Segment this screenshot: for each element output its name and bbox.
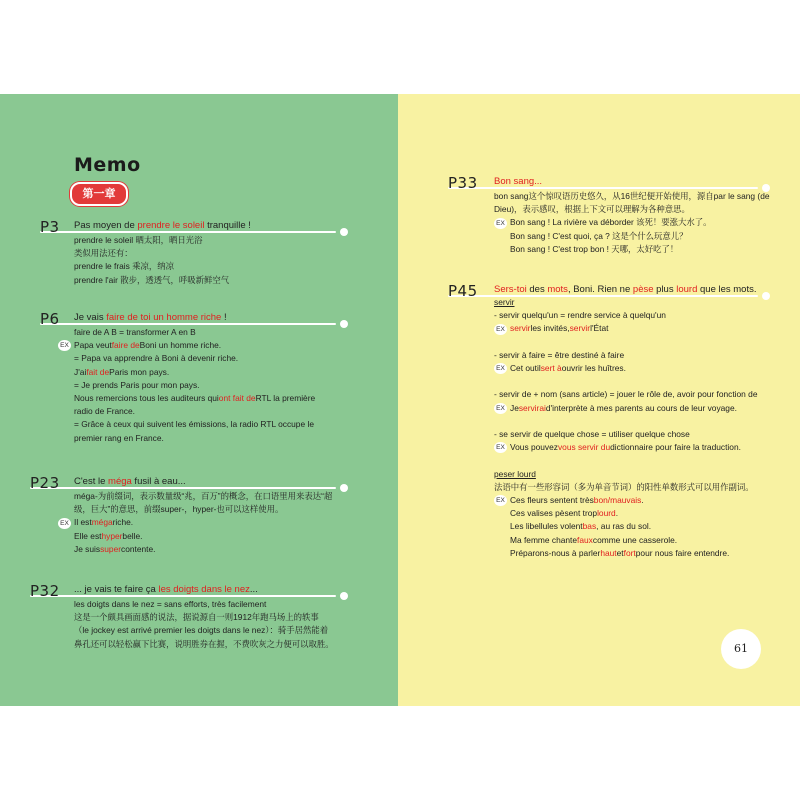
text-line: - servir à faire = être destiné à faire <box>494 349 625 360</box>
entry-divider <box>40 323 336 325</box>
example-line: EX servir les invités, servir l'État <box>494 322 757 335</box>
entry-heading-p23: C'est le méga fusil à eau... <box>74 476 186 487</box>
example-line: EX Bon sang ! La rivière va déborder 该死！要涨大水了。 <box>494 216 770 229</box>
entry-body-p45 <box>494 296 757 560</box>
text-line: prendre le frais 乘凉，纳凉 <box>74 261 175 272</box>
entry-header-p32 <box>30 582 360 599</box>
example-marker: EX <box>494 363 507 374</box>
text-line: = Je prends Paris pour mon pays. <box>74 379 200 390</box>
entry-p6 <box>40 310 360 443</box>
right-page <box>398 94 800 706</box>
entry-body-p32 <box>74 598 334 651</box>
text-line: Ces valises pèsent trop lourd . <box>510 508 619 519</box>
entry-p33 <box>448 174 778 254</box>
entry-divider-dot <box>762 292 770 300</box>
section-title-peser-lourd: peser lourd <box>494 468 536 479</box>
entry-divider-dot <box>340 592 348 600</box>
text-line: Les libellules volent bas , au ras du sol. <box>510 521 652 532</box>
example-marker: EX <box>494 218 507 229</box>
text-line: faire de A B = transformer A en B <box>74 327 196 337</box>
chapter-badge: 第一章 <box>70 182 128 206</box>
text-line: 法语中有一些形容词（多为单音节词）的阳性单数形式可以用作副词。 <box>494 481 754 492</box>
example-marker: EX <box>58 340 71 351</box>
entry-heading-p45: Sers-toi des mots, Boni. Rien ne pèse plus lourd que les mots. <box>494 284 757 295</box>
entry-body-p23 <box>60 490 333 556</box>
text-line: Nous remercions tous les auditeurs qui ont fait de RTL la première <box>74 393 316 404</box>
page-number: 61 <box>724 632 758 666</box>
text-line: 级，巨大”的意思，前缀super-，hyper-也可以这样使用。 <box>74 504 284 515</box>
entry-body-p3 <box>74 234 229 287</box>
entry-header-p33 <box>448 174 778 191</box>
example-line: EX Cet outil sert à ouvrir les huîtres. <box>494 362 757 375</box>
text-line: premier rang en France. <box>74 432 164 443</box>
example-line: EX Vous pouvez vous servir du dictionnaire pour faire la traduction. <box>494 441 757 454</box>
text-line: Elle est hyper belle. <box>74 530 143 541</box>
text-line: = Papa va apprendre à Boni à devenir riche. <box>74 353 239 364</box>
entry-heading-p32: ... je vais te faire ça les doigts dans le nez... <box>74 584 258 595</box>
text-line: Ma femme chante faux comme une casserole. <box>510 534 678 545</box>
entry-heading-p3: Pas moyen de prendre le soleil tranquille ! <box>74 220 251 231</box>
example-line: EX Papa veut faire de Boni un homme riche. <box>74 339 315 352</box>
text-line: Dieu)，表示感叹，根据上下文可以理解为各种意思。 <box>494 204 690 215</box>
text-line: （le jockey est arrivé premier les doigts dans le nez）：骑手居然能着 <box>74 625 329 636</box>
example-line: EX Il est méga riche. <box>74 516 332 529</box>
entry-divider-dot <box>340 484 348 492</box>
entry-p32 <box>30 582 360 649</box>
spacer <box>494 375 757 388</box>
page-ref-p23: P23 <box>30 474 60 492</box>
text-line: radio de France. <box>74 406 135 417</box>
entry-header-p3 <box>40 218 360 235</box>
memo-title: Memo <box>74 154 141 176</box>
page-ref-p45: P45 <box>448 282 478 300</box>
entry-header-p23 <box>30 474 360 491</box>
text-line: - se servir de quelque chose = utiliser quelque chose <box>494 429 690 440</box>
text-line: méga-为前缀词，表示数量级“兆，百万”的概念，在口语里用来表达“超 <box>74 491 333 501</box>
text-line: 类似用法还有： <box>74 248 133 259</box>
page-ref-p6: P6 <box>40 310 60 328</box>
example-marker: EX <box>494 495 507 506</box>
entry-p45 <box>448 282 778 558</box>
text-line: Je suis super contente. <box>74 543 156 554</box>
text-line: 鼻孔还可以轻松赢下比赛，说明胜券在握，不费吹灰之力便可以取胜。 <box>74 638 334 649</box>
entry-heading-p33: Bon sang... <box>494 176 543 187</box>
page-ref-p32: P32 <box>30 582 60 600</box>
spacer <box>494 415 757 428</box>
text-line: bon sang这个惊叹语历史悠久，从16世纪便开始使用，源自par le sang (de <box>494 191 770 201</box>
spacer <box>494 336 757 349</box>
text-line: - servir quelqu'un = rendre service à quelqu'un <box>494 310 666 321</box>
example-marker: EX <box>494 403 507 414</box>
entry-heading-p6: Je vais faire de toi un homme riche ! <box>74 312 227 323</box>
text-line: prendre le soleil 晒太阳，晒日光浴 <box>74 235 203 245</box>
entry-divider <box>40 231 336 233</box>
entry-p3 <box>40 218 360 285</box>
text-line: = Grâce à ceux qui suivent les émissions, la radio RTL occupe le <box>74 419 314 430</box>
example-marker: EX <box>58 518 71 529</box>
text-line: Préparons-nous à parler haut et fort pour nous faire entendre. <box>510 547 730 558</box>
entry-divider <box>448 187 758 189</box>
page-ref-p33: P33 <box>448 174 478 192</box>
entry-header-p6 <box>40 310 360 327</box>
entry-body-p33 <box>494 190 770 256</box>
left-page <box>0 94 398 706</box>
text-line: - servir de + nom (sans article) = jouer le rôle de, avoir pour fonction de <box>494 389 758 400</box>
example-line: EX Ces fleurs sentent très bon/mauvais . <box>494 494 757 507</box>
text-line: 这是一个颇具画面感的说法，据说源自一则1912年跑马场上的轶事 <box>74 612 319 623</box>
example-marker: EX <box>494 324 507 335</box>
entry-divider-dot <box>340 320 348 328</box>
example-line: EX Je servirai d'interprète à mes parents au cours de leur voyage. <box>494 402 757 415</box>
entry-divider <box>30 595 336 597</box>
entry-divider <box>30 487 336 489</box>
entry-divider-dot <box>340 228 348 236</box>
example-marker: EX <box>494 442 507 453</box>
spacer <box>494 454 757 467</box>
text-line: Bon sang ! C'est quoi, ça ? 这是个什么玩意儿？ <box>510 230 688 241</box>
page-ref-p3: P3 <box>40 218 60 236</box>
entry-p23 <box>30 474 360 554</box>
text-line: les doigts dans le nez = sans efforts, très facilement <box>74 599 267 609</box>
section-title-servir: servir <box>494 297 515 307</box>
entry-body-p6 <box>60 326 316 445</box>
text-line: prendre l'air 散步，透透气，呼吸新鲜空气 <box>74 274 230 285</box>
text-line: Bon sang ! C'est trop bon ! 天哪，太好吃了！ <box>510 243 679 254</box>
text-line: J'ai fait de Paris mon pays. <box>74 366 170 377</box>
